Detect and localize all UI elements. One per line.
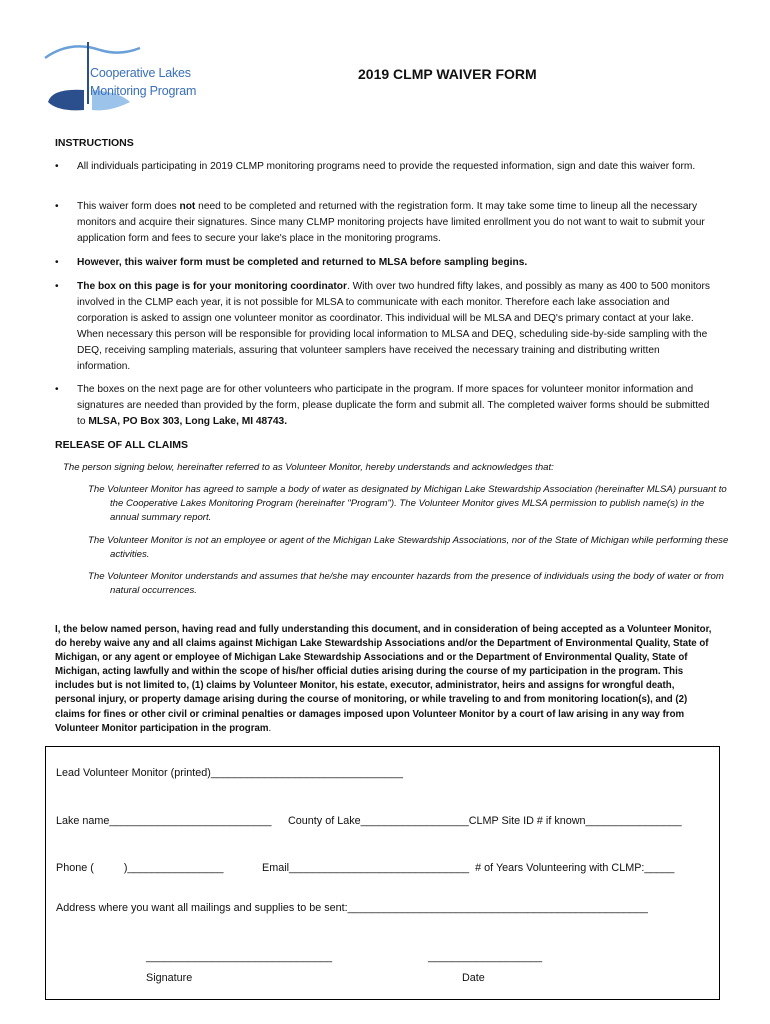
logo-line-1: Cooperative Lakes: [90, 66, 191, 80]
instruction-text: All individuals participating in 2019 CLMP monitoring programs need to provide the requested information, sign and date this waiver form.: [77, 161, 696, 172]
instruction-text: The boxes on the next page are for other volunteers who participate in the program. If more spaces for volunteer monitor information and signatures are needed than provided by the form, please duplicate the form and submit all. The completed waiver forms should be submitted to MLSA, PO Box 303, Long Lake, MI 48743.: [77, 384, 710, 427]
instruction-text: This waiver form does not need to be completed and returned with the registration form. It may take some time to lineup all the necessary monitors and acquire their signatures. Since many CLMP monitoring projects have limited enrollment you do not want to wait to submit your application form and fees to secure your lake's place in the monitoring programs.: [77, 201, 705, 244]
release-item-3: The Volunteer Monitor understands and assumes that he/she may encounter hazards from the presence of individuals using the body of water or from natural occurrences.: [88, 571, 724, 596]
bullet-dot: •: [55, 161, 59, 172]
bullet-dot: •: [55, 257, 59, 268]
bullet-dot: •: [55, 201, 59, 212]
instruction-item-1: [55, 159, 715, 175]
instruction-text: The box on this page is for your monitoring coordinator. With over two hundred fifty lakes, and possibly as many as 400 to 500 monitors involved in the CLMP each year, it is not possible for MLSA to communicate with each monitor. Therefore each lake association and corporation is asked to assign one volunteer monitor as coordinator. This individual will be MLSA and DEQ's primary contact at your lake. When necessary this person will be responsible for providing local information to MLSA and DEQ, scheduling side-by-side sampling with the DEQ, receiving sampling materials, assuring that volunteer samplers have received the necessary training and distributing written information.: [77, 281, 710, 372]
release-heading: RELEASE OF ALL CLAIMS: [55, 439, 189, 451]
instruction-item-4: [55, 279, 715, 375]
address-field[interactable]: Address where you want all mailings and supplies to be sent:__________________________________________________: [56, 902, 648, 914]
bullet-dot: •: [55, 281, 59, 292]
instruction-item-5: [55, 382, 715, 430]
waiver-statement: I, the below named person, having read and fully understanding this document, and in consideration of being accepted as a Volunteer Monitor, do hereby waive any and all claims against Michigan Lake Stewardship Associations and/or the Department of Environmental Quality, State of Michigan, or any agent or employee of Michigan Lake Stewardship Associations and or the Department of Environmental Quality, State of Michigan, acting lawfully and within the scope of his/her official duties arising during the course of my participation in the program. This includes but is not limited to, (1) claims by Volunteer Monitor, his estate, executor, administrator, heirs and assigns for wrongful death, personal injury, or property damage arising during the course of monitoring, or while traveling to and from monitoring location(s), and (2) claims for fines or other civil or criminal penalties or damages imposed upon Volunteer Monitor by a court of law arising in any way from Volunteer Monitor participation in the program.: [55, 624, 712, 734]
bullet-dot: •: [55, 384, 59, 395]
county-site-field[interactable]: County of Lake__________________CLMP Site ID # if known________________: [288, 815, 682, 827]
coordinator-box: [45, 746, 720, 1000]
signature-line[interactable]: _______________________________: [146, 951, 333, 963]
signature-label: Signature: [146, 972, 193, 984]
page-title: 2019 CLMP WAIVER FORM: [358, 66, 537, 82]
instructions-heading: INSTRUCTIONS: [55, 137, 134, 149]
release-item-2: The Volunteer Monitor is not an employee or agent of the Michigan Lake Stewardship Associations, nor of the State of Michigan while performing these activities.: [88, 535, 729, 560]
date-label: Date: [462, 972, 485, 984]
instruction-text: However, this waiver form must be completed and returned to MLSA before sampling begins.: [77, 257, 528, 268]
release-intro: The person signing below, hereinafter referred to as Volunteer Monitor, hereby understands and acknowledges that:: [63, 462, 554, 473]
release-item-1: The Volunteer Monitor has agreed to sample a body of water as designated by Michigan Lake Stewardship Association (hereinafter MLSA) pursuant to the Cooperative Lakes Monitoring Program (hereinafter "Program"). The Volunteer Monitor gives MLSA permission to publish name(s) in the annual summary report.: [88, 484, 727, 523]
lead-monitor-field[interactable]: Lead Volunteer Monitor (printed)________________________________: [56, 767, 403, 779]
email-years-field[interactable]: Email______________________________ # of Years Volunteering with CLMP:_____: [262, 862, 675, 874]
lake-name-field[interactable]: Lake name___________________________: [56, 815, 272, 827]
date-line[interactable]: ___________________: [428, 951, 543, 963]
logo-line-2: Monitoring Program: [90, 84, 197, 98]
instruction-item-2: [55, 199, 715, 247]
instruction-item-3: [55, 255, 715, 271]
phone-field[interactable]: Phone ( )________________: [56, 862, 224, 874]
clmp-logo: [40, 40, 215, 116]
